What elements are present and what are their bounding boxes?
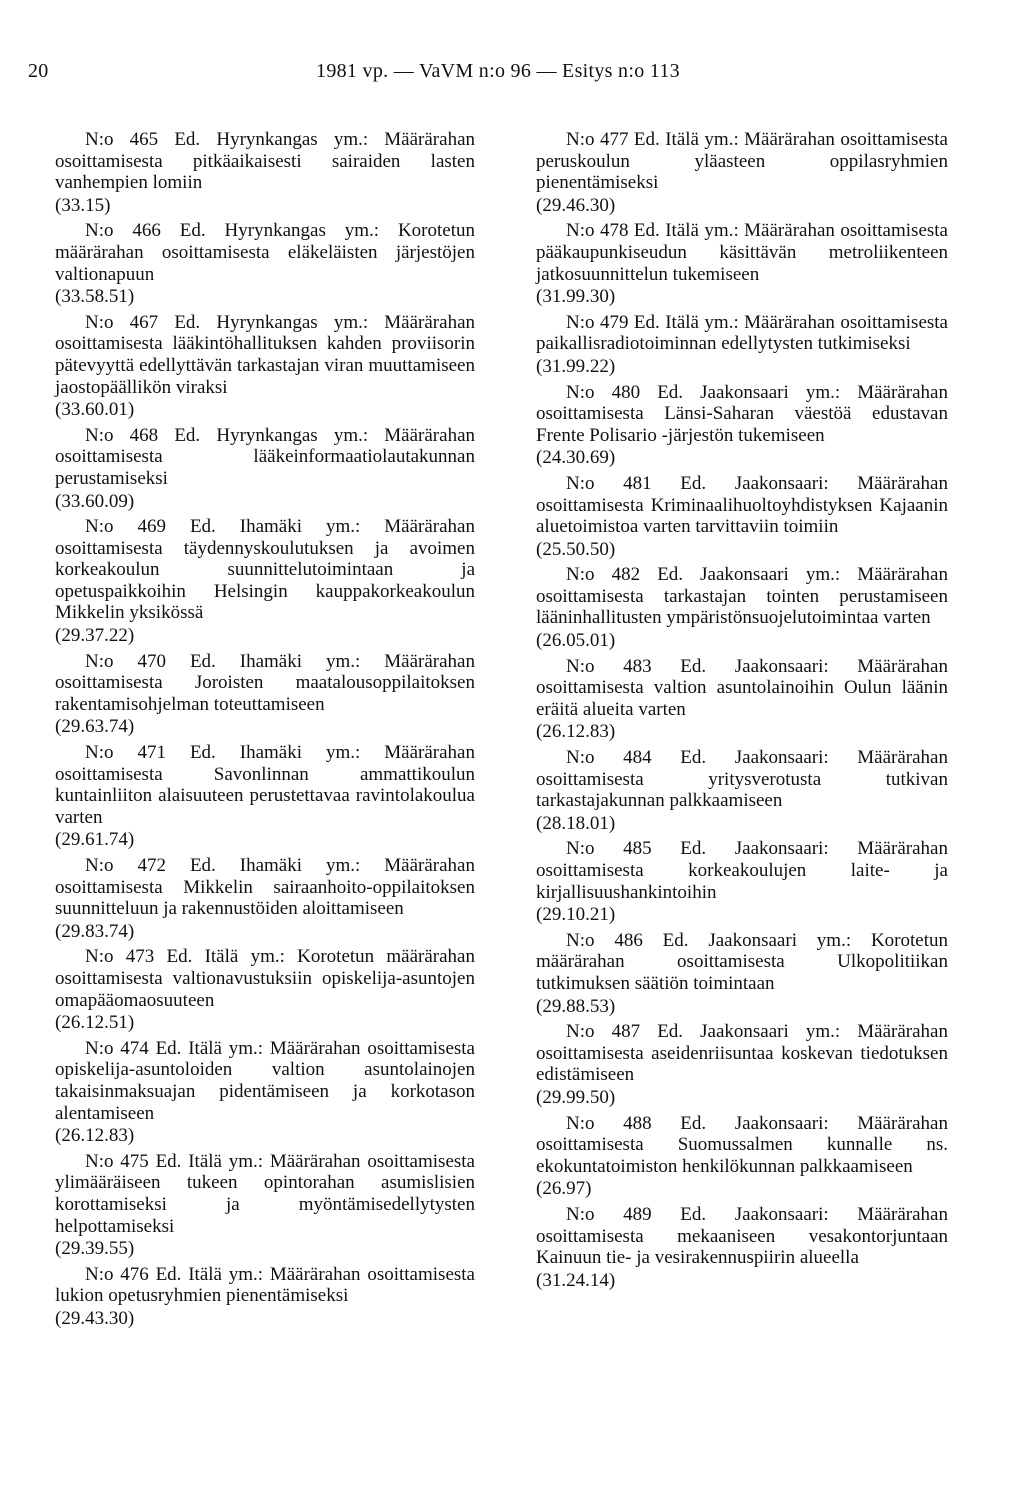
entry-text: N:o 488 Ed. Jaakonsaari: Määrärahan osoittamisesta Suomussalmen kunnalle ns. ekokuntatoimiston henkilökunnan palkkaamiseen xyxy=(536,1112,948,1177)
page-number: 20 xyxy=(28,60,49,82)
entry-code: (29.88.53) xyxy=(536,995,616,1017)
entry-code: (29.39.55) xyxy=(55,1238,135,1260)
entry-text: N:o 467 Ed. Hyrynkangas ym.: Määrärahan osoittamisesta lääkintöhallituksen kahden proviisorin pätevyyttä edellyttävän tarkastajan viran muuttamiseen jaostopäällikön viraksi xyxy=(55,311,475,398)
entry-text: N:o 489 Ed. Jaakonsaari: Määrärahan osoittamisesta mekaaniseen vesakontorjuntaan Kainuun tie- ja vesirakennuspiirin alueella xyxy=(536,1203,948,1269)
right-column xyxy=(536,129,948,1295)
entry-code: (33.15) xyxy=(55,194,111,216)
entry-text: N:o 471 Ed. Ihamäki ym.: Määrärahan osoittamisesta Savonlinnan ammattikoulun kuntainliiton alaisuuteen perustettavaa ravintolakoulua varten xyxy=(55,742,475,828)
list-item xyxy=(55,855,475,942)
list-item xyxy=(536,930,948,1017)
list-item xyxy=(55,425,475,512)
list-item xyxy=(536,312,948,378)
entry-text: N:o 480 Ed. Jaakonsaari ym.: Määrärahan osoittamisesta Länsi-Saharan väestöä edustavan Frente Polisario -järjestön tukemiseen xyxy=(536,381,948,446)
entry-text: N:o 487 Ed. Jaakonsaari ym.: Määrärahan osoittamisesta aseidenriisuntaa koskevan tiedotuksen edistämiseen xyxy=(536,1021,948,1086)
list-item xyxy=(55,312,475,421)
entry-text: N:o 483 Ed. Jaakonsaari: Määrärahan osoittamisesta valtion asuntolainoihin Oulun läänin eräitä alueita varten xyxy=(536,655,948,720)
entry-code: (29.83.74) xyxy=(55,920,135,942)
page-header xyxy=(28,60,968,90)
entry-code: (29.10.21) xyxy=(536,904,616,926)
entry-text: N:o 468 Ed. Hyrynkangas ym.: Määrärahan osoittamisesta lääkeinformaatiolautakunnan perustamiseksi xyxy=(55,424,475,489)
list-item xyxy=(536,382,948,469)
entry-text: N:o 469 Ed. Ihamäki ym.: Määrärahan osoittamisesta täydennyskoulutuksen ja avoimen korkeakoulun suunnittelutoimintaan ja opetuspaikkoihin Helsingin kauppakorkeakoulun Mikkelin yksikössä xyxy=(55,516,475,624)
list-item xyxy=(536,1113,948,1200)
entry-text: N:o 477 Ed. Itälä ym.: Määrärahan osoittamisesta peruskoulun yläasteen oppilasryhmien pienentämiseksi xyxy=(536,129,948,194)
entry-text: N:o 476 Ed. Itälä ym.: Määrärahan osoittamisesta lukion opetusryhmien pienentämiseksi xyxy=(55,1263,475,1307)
entry-text: N:o 481 Ed. Jaakonsaari: Määrärahan osoittamisesta Kriminaalihuoltoyhdistyksen Kajaanin aluetoimistoa varten tarvittaviin toimiin xyxy=(536,472,948,538)
entry-text: N:o 470 Ed. Ihamäki ym.: Määrärahan osoittamisesta Joroisten maatalousoppilaitoksen rakentamisohjelman toteuttamiseen xyxy=(55,650,475,715)
entry-text: N:o 485 Ed. Jaakonsaari: Määrärahan osoittamisesta korkeakoulujen laite- ja kirjallisuushankintoihin xyxy=(536,838,948,903)
entry-text: N:o 486 Ed. Jaakonsaari ym.: Korotetun määrärahan osoittamisesta Ulkopolitiikan tutkimuksen säätiön toimintaan xyxy=(536,929,948,994)
list-item xyxy=(55,129,475,216)
entry-code: (31.99.30) xyxy=(536,286,616,308)
entry-code: (29.46.30) xyxy=(536,194,616,216)
entry-code: (29.37.22) xyxy=(55,625,135,647)
list-item xyxy=(55,1264,475,1330)
list-item xyxy=(536,656,948,743)
list-item xyxy=(536,473,948,560)
entry-text: N:o 465 Ed. Hyrynkangas ym.: Määrärahan osoittamisesta pitkäaikaisesti sairaiden lasten vanhempien lomiin xyxy=(55,129,475,194)
list-item xyxy=(55,742,475,851)
entry-code: (33.58.51) xyxy=(55,286,135,308)
list-item xyxy=(55,946,475,1033)
entry-code: (26.12.51) xyxy=(55,1012,135,1034)
list-item xyxy=(536,1021,948,1108)
entry-text: N:o 474 Ed. Itälä ym.: Määrärahan osoittamisesta opiskelija-asuntoloiden valtion asuntolainojen takaisinmaksuajan pidentämiseen ja korkotason alentamiseen xyxy=(55,1037,475,1124)
entry-text: N:o 475 Ed. Itälä ym.: Määrärahan osoittamisesta ylimääräiseen tukeen opintorahan asumislisien korottamiseksi ja myöntämisedellytysten helpottamiseksi xyxy=(55,1150,475,1237)
entry-code: (28.18.01) xyxy=(536,812,616,834)
entry-code: (33.60.09) xyxy=(55,490,135,512)
entry-code: (24.30.69) xyxy=(536,447,616,469)
list-item xyxy=(536,838,948,925)
list-item xyxy=(536,129,948,216)
list-item xyxy=(536,564,948,651)
entry-code: (25.50.50) xyxy=(536,538,616,560)
entry-text: N:o 472 Ed. Ihamäki ym.: Määrärahan osoittamisesta Mikkelin sairaanhoito-oppilaitoksen suunnitteluun ja rakennustöiden aloittamiseen xyxy=(55,855,475,920)
list-item xyxy=(536,1204,948,1291)
entry-code: (29.61.74) xyxy=(55,829,135,851)
entry-code: (31.99.22) xyxy=(536,355,616,377)
list-item xyxy=(536,220,948,307)
entry-text: N:o 484 Ed. Jaakonsaari: Määrärahan osoittamisesta yritysverotusta tutkivan tarkastajakunnan palkkaamiseen xyxy=(536,747,948,812)
entry-text: N:o 473 Ed. Itälä ym.: Korotetun määrärahan osoittamisesta valtionavustuksiin opiskelija-asuntojen omapääomaosuuteen xyxy=(55,946,475,1011)
entry-text: N:o 466 Ed. Hyrynkangas ym.: Korotetun määrärahan osoittamisesta eläkeläisten järjestöjen valtionapuun xyxy=(55,220,475,285)
entry-code: (29.99.50) xyxy=(536,1086,616,1108)
running-title: 1981 vp. — VaVM n:o 96 — Esitys n:o 113 xyxy=(316,60,680,82)
left-column xyxy=(55,129,475,1333)
list-item xyxy=(536,747,948,834)
entry-code: (26.12.83) xyxy=(55,1125,135,1147)
entry-code: (29.63.74) xyxy=(55,716,135,738)
entry-code: (26.97) xyxy=(536,1178,592,1200)
list-item xyxy=(55,516,475,647)
entry-code: (33.60.01) xyxy=(55,399,135,421)
entry-code: (26.12.83) xyxy=(536,721,616,743)
entry-text: N:o 482 Ed. Jaakonsaari ym.: Määrärahan osoittamisesta tarkastajan tointen perustamiseen lääninhallitusten ympäristönsuojelutoimintaa varten xyxy=(536,564,948,629)
entry-text: N:o 478 Ed. Itälä ym.: Määrärahan osoittamisesta pääkaupunkiseudun käsittävän metroliikenteen jatkosuunnittelun tukemiseen xyxy=(536,220,948,285)
list-item xyxy=(55,220,475,307)
list-item xyxy=(55,1151,475,1260)
list-item xyxy=(55,651,475,738)
entry-text: N:o 479 Ed. Itälä ym.: Määrärahan osoittamisesta paikallisradiotoiminnan edellytysten tutkimiseksi xyxy=(536,311,948,355)
list-item xyxy=(55,1038,475,1147)
entry-code: (29.43.30) xyxy=(55,1307,135,1329)
entry-code: (26.05.01) xyxy=(536,630,616,652)
entry-code: (31.24.14) xyxy=(536,1269,616,1291)
